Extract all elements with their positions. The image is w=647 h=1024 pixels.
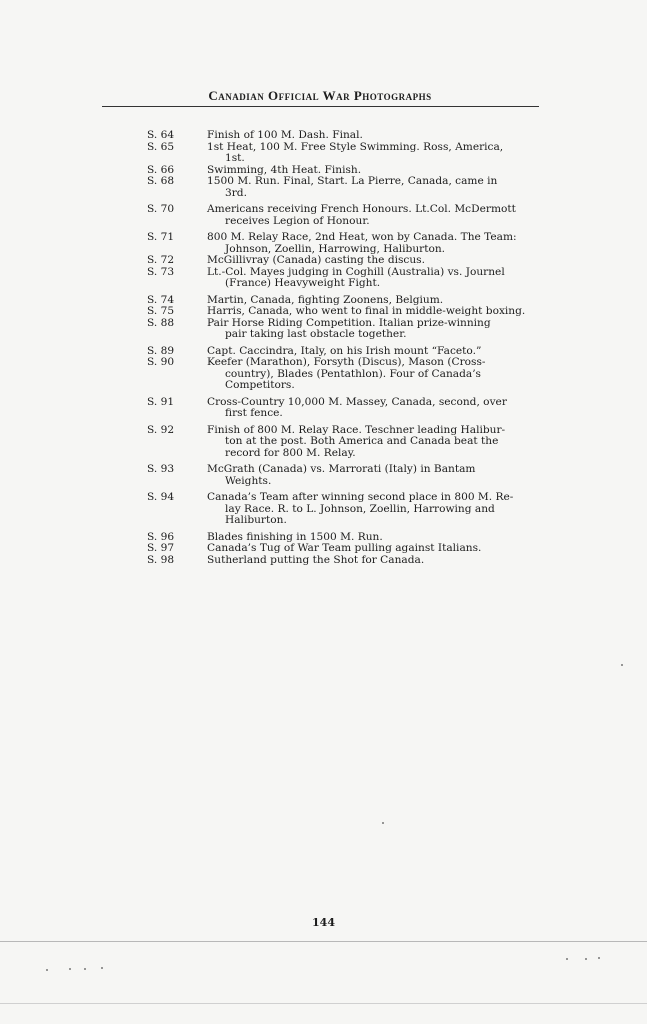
caption-line: Pair Horse Riding Competition. Italian prize-winning (207, 316, 491, 329)
caption-line: Blades finishing in 1500 M. Run. (207, 530, 383, 543)
list-item (147, 142, 587, 165)
caption-line: Martin, Canada, fighting Zoonens, Belgium. (207, 293, 444, 306)
list-item (147, 130, 587, 142)
caption-line: 3rd. (225, 186, 247, 199)
photo-code: S. 90 (147, 356, 175, 368)
caption-line: Keefer (Marathon), Forsyth (Discus), Mason (Cross- (207, 356, 486, 368)
caption-line: Americans receiving French Honours. Lt.Col. McDermott (207, 203, 516, 215)
scan-speck (598, 957, 600, 959)
caption-line: Capt. Caccindra, Italy, on his Irish mount “Faceto.” (207, 344, 482, 357)
photo-code: S. 66 (147, 163, 175, 176)
scan-speck (46, 969, 48, 971)
photo-caption (207, 357, 585, 392)
photo-caption (207, 130, 585, 142)
caption-line: Johnson, Zoellin, Harrowing, Haliburton. (225, 242, 446, 255)
photo-caption (207, 255, 585, 267)
caption-line: Weights. (225, 474, 272, 487)
photo-caption (207, 397, 585, 420)
photo-caption (207, 232, 585, 255)
caption-line: 1st Heat, 100 M. Free Style Swimming. Ross, America, (207, 140, 504, 153)
list-item (147, 255, 587, 267)
photo-caption (207, 543, 585, 555)
page-number: 144 (312, 916, 335, 929)
caption-line: McGillivray (Canada) casting the discus. (207, 254, 425, 266)
caption-line: Lt.-Col. Mayes judging in Coghill (Australia) vs. Journel (207, 265, 505, 278)
list-item (147, 464, 587, 487)
list-item (147, 492, 587, 527)
scan-speck (101, 967, 103, 969)
scan-speck (382, 822, 384, 824)
photo-caption (207, 464, 585, 487)
caption-line: Competitors. (225, 379, 295, 391)
photo-caption (207, 425, 585, 460)
photo-caption (207, 318, 585, 341)
caption-line: country), Blades (Pentathlon). Four of Canada’s (225, 367, 481, 380)
bottom-rule (0, 941, 647, 942)
bottom-edge-rule (0, 1003, 647, 1004)
caption-line: first fence. (225, 407, 283, 419)
photo-code: S. 91 (147, 395, 175, 408)
photo-code: S. 92 (147, 423, 175, 436)
scan-speck (566, 958, 568, 960)
photo-caption (207, 142, 585, 165)
photo-code: S. 68 (147, 175, 175, 187)
caption-line: Haliburton. (225, 514, 287, 526)
photo-code: S. 93 (147, 463, 175, 475)
caption-line: McGrath (Canada) vs. Marrorati (Italy) in Bantam (207, 463, 476, 475)
caption-line: 1500 M. Run. Final, Start. La Pierre, Canada, came in (207, 175, 498, 187)
list-item (147, 204, 587, 227)
scan-speck (69, 968, 71, 970)
caption-line: Canada’s Team after winning second place in 800 M. Re- (207, 491, 514, 503)
caption-line: Harris, Canada, who went to final in middle-weight boxing. (207, 305, 526, 317)
list-item (147, 267, 587, 290)
photo-caption (207, 176, 585, 199)
photo-caption (207, 267, 585, 290)
scan-speck (84, 968, 86, 970)
photo-code: S. 88 (147, 316, 175, 329)
photo-code: S. 75 (147, 305, 175, 317)
photo-code: S. 65 (147, 140, 175, 153)
list-item (147, 176, 587, 199)
photo-code: S. 64 (147, 129, 175, 141)
list-item (147, 425, 587, 460)
photo-code: S. 96 (147, 530, 175, 543)
caption-line: Cross-Country 10,000 M. Massey, Canada, second, over (207, 395, 507, 408)
scan-speck (621, 664, 623, 666)
running-header: Canadian Official War Photographs (208, 88, 432, 103)
photo-caption (207, 204, 585, 227)
caption-line: Finish of 800 M. Relay Race. Teschner leading Halibur- (207, 423, 506, 436)
photo-code: S. 97 (147, 542, 175, 554)
photo-code: S. 98 (147, 553, 175, 566)
photo-code: S. 71 (147, 231, 175, 243)
caption-line: receives Legion of Honour. (225, 214, 370, 227)
list-item (147, 318, 587, 341)
list-item (147, 555, 587, 567)
list-item (147, 397, 587, 420)
list-item (147, 543, 587, 555)
photo-caption (207, 555, 585, 567)
caption-line: 800 M. Relay Race, 2nd Heat, won by Canada. The Team: (207, 231, 517, 243)
list-item (147, 306, 587, 318)
photo-code: S. 72 (147, 254, 175, 266)
header-rule (102, 106, 539, 107)
caption-line: lay Race. R. to L. Johnson, Zoellin, Harrowing and (225, 502, 495, 515)
scan-speck (585, 958, 587, 960)
caption-line: ton at the post. Both America and Canada beat the (225, 435, 499, 447)
caption-line: pair taking last obstacle together. (225, 328, 407, 340)
photo-caption (207, 306, 585, 318)
caption-line: Swimming, 4th Heat. Finish. (207, 163, 362, 176)
list-item (147, 357, 587, 392)
caption-line: (France) Heavyweight Fight. (225, 277, 381, 289)
caption-line: 1st. (225, 152, 245, 164)
photo-code: S. 74 (147, 293, 175, 306)
caption-line: Sutherland putting the Shot for Canada. (207, 553, 425, 566)
photo-caption (207, 492, 585, 527)
list-item (147, 232, 587, 255)
photograph-list (147, 130, 587, 566)
caption-line: Finish of 100 M. Dash. Final. (207, 129, 363, 141)
photo-code: S. 70 (147, 203, 175, 215)
photo-code: S. 73 (147, 265, 175, 278)
caption-line: Canada’s Tug of War Team pulling against Italians. (207, 542, 482, 554)
photo-code: S. 89 (147, 344, 175, 357)
caption-line: record for 800 M. Relay. (225, 446, 356, 459)
photo-code: S. 94 (147, 491, 175, 503)
